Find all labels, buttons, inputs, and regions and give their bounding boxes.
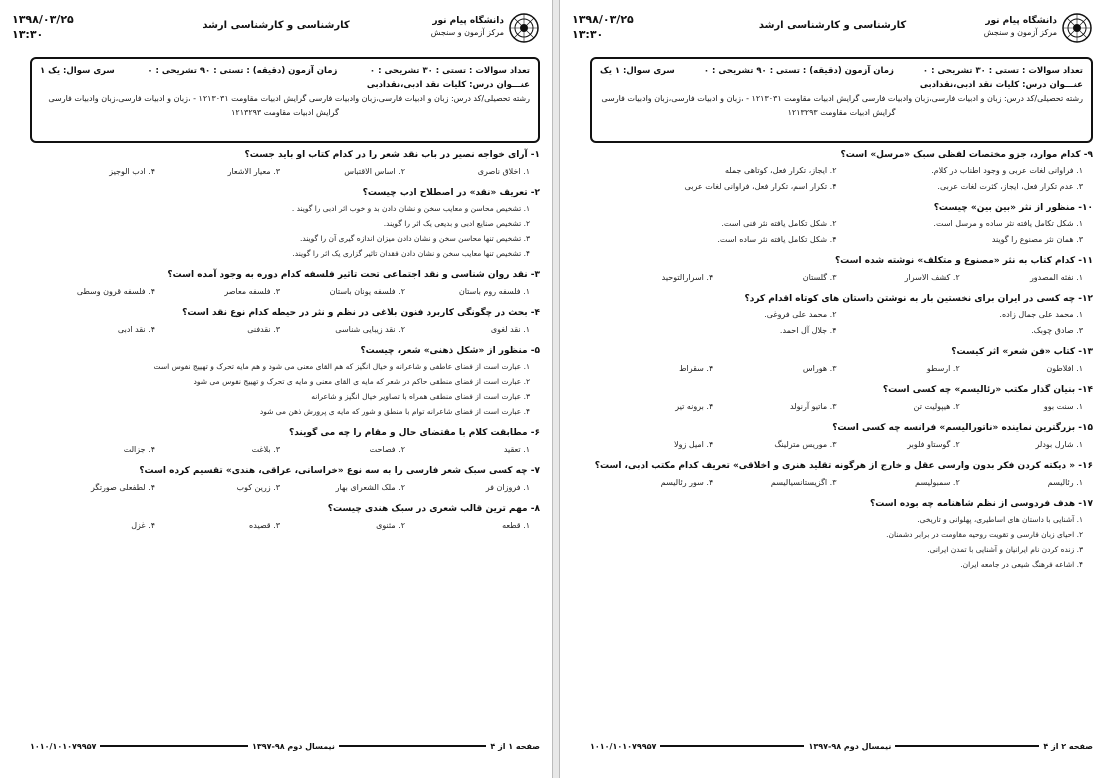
- answer-option: ۴. اشاعه فرهنگ شیعی در جامعه ایران.: [960, 560, 1083, 569]
- answer-option: ۲. فلسفه یونان باستان: [329, 287, 405, 296]
- exam-time: ۱۳:۳۰: [12, 28, 44, 41]
- answer-option: ۱. اخلاق ناصری: [477, 167, 530, 176]
- exam-code: ۱۰۱۰/۱۰۱۰۷۹۹۵۷: [29, 741, 97, 751]
- answer-option: ۳. بلاغت: [251, 445, 280, 454]
- answer-option: ۳. عبارت است از فضای منطقی همراه با تصاویر خیال انگیز و شاعرانه: [311, 392, 530, 401]
- answer-options: [590, 266, 1093, 282]
- answer-option: ۲. ارسطو: [926, 364, 960, 373]
- answer-options: [30, 318, 540, 334]
- answer-option: ۲. مثنوی: [376, 521, 405, 530]
- page-footer: [590, 740, 1093, 752]
- answer-options: [30, 476, 540, 492]
- answer-option: ۳. زرین کوب: [236, 483, 280, 492]
- question-block: [590, 423, 1093, 449]
- question-text: ۵- منظور از «شکل ذهنی» شعر، چیست؟: [360, 346, 540, 356]
- semester-label: نیمسال دوم ۹۸-۱۳۹۷: [808, 741, 892, 751]
- answer-option: ۱. نفثه المصدور: [1029, 273, 1083, 282]
- question-text: ۱۴- بنیان گذار مکتب «رئالیسم» چه کسی است؟: [882, 385, 1093, 395]
- university-label: دانشگاه پیام نور: [432, 16, 504, 26]
- question-block: [30, 504, 540, 530]
- question-block: [30, 150, 540, 176]
- question-text: ۸- مهم ترین قالب شعری در سبک هندی چیست؟: [327, 504, 540, 514]
- answer-option: ۲. هیپولیت تن: [913, 402, 960, 411]
- exam-info-row: [600, 64, 1083, 78]
- question-text: ۱۰- منظور از نثر «بین بین» چیست؟: [933, 203, 1093, 213]
- exam-page-2: [560, 0, 1105, 778]
- answer-option: ۴. فلسفه قرون وسطی: [76, 287, 155, 296]
- page-number: صفحه ۱ از ۴: [490, 741, 540, 751]
- question-block: [590, 385, 1093, 411]
- answer-option: ۳. همان نثر مصنوع را گویند: [991, 235, 1083, 244]
- exam-date: ۱۳۹۸/۰۳/۲۵: [12, 13, 74, 26]
- answer-option: ۱. تشخیص محاسن و معایب سخن و نشان دادن بد و خوب اثر ادبی را گویند .: [291, 204, 530, 213]
- answer-option: ۱. شکل تکامل یافته نثر ساده و مرسل است.: [933, 219, 1083, 228]
- answer-options: [590, 304, 1093, 335]
- exam-code: ۱۰۱۰/۱۰۱۰۷۹۹۵۷: [589, 741, 657, 751]
- field-of-study: رشته تحصیلی/کد درس: زبان و ادبیات فارسی،زبان وادبیات فارسی گرایش ادبیات مقاومت ۱۲۱۳۰۳۱ - ،زبان و ادبیات فارسی،زبان وادبیات فارسی: [48, 94, 530, 103]
- question-text: ۱۷- هدف فردوسی از نظم شاهنامه چه بوده است؟: [870, 499, 1093, 509]
- degree-title: کارشناسی و کارشناسی ارشد: [202, 20, 350, 31]
- answer-option: ۱. قطعه: [502, 521, 530, 530]
- question-text: ۱۳- کتاب «فن شعر» اثر کیست؟: [951, 347, 1093, 357]
- university-name: [984, 16, 1057, 38]
- university-name: [431, 16, 504, 38]
- answer-option: ۴. عبارت است از فضای شاعرانه توام با منطق و شور که مایه ی پرورش ذهن می شود: [259, 407, 530, 416]
- question-text: ۳- نقد روان شناسی و نقد اجتماعی تحت تاثیر فلسفه کدام دوره به وجود آمده است؟: [167, 270, 540, 280]
- answer-option: ۳. موریس مترلینگ: [774, 440, 837, 449]
- answer-option: ۴. سقراط: [679, 364, 714, 373]
- answer-option: ۳. هوراس: [802, 364, 837, 373]
- question-text: ۹- کدام موارد، جزو مختصات لفظی سبک «مرسل» است؟: [840, 150, 1093, 160]
- answer-option: ۱. فراوانی لغات عربی و وجود اطناب در کلام.: [931, 166, 1083, 175]
- answer-options: [590, 213, 1093, 244]
- question-text: ۷- چه کسی سبک شعر فارسی را به سه نوع «خراسانی، عراقی، هندی» تقسیم کرده است؟: [139, 466, 540, 476]
- center-label: مرکز آزمون و سنجش: [430, 28, 504, 37]
- answer-option: ۳. فلسفه معاصر: [224, 287, 280, 296]
- answer-option: ۳. قصیده: [249, 521, 280, 530]
- exam-time: ۱۳:۳۰: [572, 28, 604, 41]
- university-label: دانشگاه پیام نور: [985, 16, 1057, 26]
- degree-title: کارشناسی و کارشناسی ارشد: [758, 20, 907, 31]
- answer-option: ۱. محمد علی جمال زاده.: [999, 310, 1083, 319]
- answer-option: ۲. احیای زبان فارسی و تقویت روحیه مقاومت در برابر دشمنان.: [886, 530, 1083, 539]
- answer-option: ۱. نقد لغوی: [490, 325, 530, 334]
- answer-option: ۲. گوستاو فلوبر: [907, 440, 960, 449]
- answer-option: ۳. اگزیستانسیالیسم: [770, 478, 837, 487]
- answer-option: ۴. جزالت: [123, 445, 155, 454]
- answer-option: ۱. سنت بوو: [1043, 402, 1083, 411]
- answer-option: ۲. نقد زیبایی شناسی: [335, 325, 405, 334]
- answer-option: ۴. لطفعلی صورتگر: [91, 483, 155, 492]
- question-series: سری سوال: یک ۱: [40, 66, 115, 76]
- question-text: ۱- آرای خواجه نصیر در باب نقد شعر را در کدام کتاب او باید جست؟: [244, 150, 540, 160]
- answer-option: ۳. عدم تکرار فعل، ایجاز، کثرت لغات عربی.: [937, 182, 1083, 191]
- answer-option: ۱. تعقید: [503, 445, 530, 454]
- answer-option: ۳. معیار الاشعار: [227, 167, 280, 176]
- answer-options: [590, 357, 1093, 373]
- answer-option: ۴. تشخیص تنها معایب سخن و نشان دادن فقدان تاثیر گزاری یک اثر را گویند.: [292, 249, 530, 258]
- answer-option: ۴. غزل: [131, 521, 155, 530]
- answer-option: ۲. تشخیص صنایع ادبی و بدیعی یک اثر را گویند.: [383, 219, 530, 228]
- exam-info-box: [590, 57, 1093, 143]
- answer-option: ۱. شارل بودلر: [1035, 440, 1083, 449]
- answer-option: ۲. اساس الاقتباس: [344, 167, 405, 176]
- question-count: تعداد سوالات : تستی : ۳۰ تشریحی : ۰: [922, 66, 1083, 76]
- question-block: [30, 308, 540, 334]
- question-block: [590, 461, 1093, 487]
- answer-option: ۳. ماتیو آرنولد: [789, 402, 837, 411]
- question-block: [30, 270, 540, 296]
- answer-option: ۴. جلال آل احمد.: [779, 326, 837, 335]
- question-list: [30, 150, 540, 738]
- footer-rule: [660, 745, 804, 747]
- question-text: ۱۶- « دیکته کردن فکر بدون وارسی عقل و خارج از هرگونه تقلید هنری و اخلاقی» تعریف کدام مکتب ادبی، است؟: [594, 461, 1093, 471]
- question-block: [30, 346, 540, 416]
- answer-option: ۲. کشف الاسرار: [904, 273, 960, 282]
- course-title: عنـــوان درس: کلیات نقد ادبی،نقدادبی: [919, 80, 1083, 90]
- question-block: [30, 428, 540, 454]
- answer-options: [590, 395, 1093, 411]
- exam-date: ۱۳۹۸/۰۳/۲۵: [572, 13, 634, 26]
- exam-duration: زمان آزمون (دقیقه) : تستی : ۹۰ تشریحی : ۰: [147, 66, 338, 76]
- answer-option: ۲. عبارت است از فضای منطقی حاکم در شعر که مایه ی القای معنی و مایه ی تحرک و تهییج نفوس می شود: [193, 377, 530, 386]
- question-block: [590, 150, 1093, 191]
- answer-options: [30, 160, 540, 176]
- answer-option: ۴. سور رئالیسم: [660, 478, 714, 487]
- exam-info-row: [40, 64, 530, 78]
- answer-option: ۴. اسرارالتوحید: [661, 273, 714, 282]
- question-text: ۶- مطابقت کلام با مقتضای حال و مقام را چه می گویند؟: [289, 428, 540, 438]
- exam-info-box: [30, 57, 540, 143]
- question-series: سری سوال: ۱ یک: [600, 66, 675, 76]
- answer-option: ۲. ایجاز، تکرار فعل، کوتاهی جمله: [724, 166, 837, 175]
- footer-rule: [895, 745, 1039, 747]
- answer-options: [30, 280, 540, 296]
- course-title: عنـــوان درس: کلیات نقد ادبی،نقدادبی: [366, 80, 530, 90]
- answer-option: ۲. محمد علی فروغی.: [764, 310, 837, 319]
- answer-option: ۳. صادق چوبک.: [1031, 326, 1083, 335]
- answer-option: ۱. آشنایی با داستان های اساطیری، پهلوانی و تاریخی.: [917, 515, 1083, 524]
- answer-option: ۲. شکل تکامل یافته نثر فنی است.: [721, 219, 837, 228]
- question-text: ۲- تعریف «نقد» در اصطلاح ادب چیست؟: [362, 188, 540, 198]
- answer-option: ۱. فلسفه روم باستان: [458, 287, 530, 296]
- field-of-study-continued: گرایش ادبیات مقاومت ۱۲۱۳۲۹۳: [787, 108, 896, 117]
- page-number: صفحه ۲ از ۴: [1043, 741, 1093, 751]
- question-text: ۱۱- کدام کتاب به نثر «مصنوع و متکلف» نوشته شده است؟: [834, 256, 1093, 266]
- exam-page-1: [0, 0, 552, 778]
- answer-option: ۳. تشخیص تنها محاسن سخن و نشان دادن میزان اندازه گیری آن را گویند.: [299, 234, 530, 243]
- answer-option: ۴. تکرار اسم، تکرار فعل، فراوانی لغات عربی: [684, 182, 837, 191]
- answer-option: ۳. زنده کردن نام ایرانیان و آشنایی با تمدن ایرانی.: [927, 545, 1083, 554]
- question-block: [590, 499, 1093, 569]
- answer-option: ۴. امیل زولا: [674, 440, 714, 449]
- question-count: تعداد سوالات : تستی : ۳۰ تشریحی : ۰: [369, 66, 530, 76]
- question-block: [30, 466, 540, 492]
- answer-option: ۳. نقدفنی: [247, 325, 280, 334]
- question-block: [590, 256, 1093, 282]
- exam-duration: زمان آزمون (دقیقه) : تستی : ۹۰ تشریحی : ۰: [703, 66, 894, 76]
- answer-option: ۴. شکل تکامل یافته نثر ساده است.: [717, 235, 837, 244]
- answer-option: ۲. فصاحت: [369, 445, 405, 454]
- field-of-study-continued: گرایش ادبیات مقاومت ۱۲۱۳۲۹۳: [231, 108, 339, 117]
- answer-option: ۱. عبارت است از فضای عاطفی و شاعرانه و خیال انگیز که هم القای معنی می شود و هم مایه تحرک و تهییج نفوس است: [153, 362, 530, 371]
- answer-option: ۱. رئالیسم: [1047, 478, 1083, 487]
- footer-rule: [339, 745, 487, 747]
- question-block: [590, 294, 1093, 335]
- page-header: [560, 10, 1105, 48]
- answer-option: ۴. برونه تیر: [675, 402, 714, 411]
- question-block: [590, 347, 1093, 373]
- question-text: ۱۵- بزرگترین نماینده «ناتورالیسم» فرانسه چه کسی است؟: [832, 423, 1093, 433]
- answer-option: ۱. افلاطون: [1046, 364, 1083, 373]
- field-of-study: رشته تحصیلی/کد درس: زبان و ادبیات فارسی،زبان وادبیات فارسی گرایش ادبیات مقاومت ۱۲۱۳۰۳۱ - ،زبان و ادبیات فارسی،زبان وادبیات فارسی: [601, 94, 1083, 103]
- answer-option: ۴. نقد ادبی: [117, 325, 155, 334]
- answer-options: [590, 433, 1093, 449]
- university-logo-icon: [1061, 12, 1093, 44]
- question-text: ۱۲- چه کسی در ایران برای نخستین بار به نوشتن داستان های کوتاه اقدام کرد؟: [744, 294, 1093, 304]
- question-block: [30, 188, 540, 258]
- page-footer: [30, 740, 540, 752]
- page-divider: [552, 0, 560, 778]
- question-block: [590, 203, 1093, 244]
- question-list: [590, 150, 1093, 738]
- answer-options: [590, 471, 1093, 487]
- answer-option: ۲. ملک الشعرای بهار: [335, 483, 405, 492]
- semester-label: نیمسال دوم ۹۸-۱۳۹۷: [251, 741, 335, 751]
- answer-options: [30, 514, 540, 530]
- answer-option: ۲. سمبولیسم: [915, 478, 960, 487]
- answer-option: ۴. ادب الوجیز: [109, 167, 155, 176]
- answer-options: [590, 160, 1093, 191]
- page-header: [0, 10, 552, 48]
- answer-options: [30, 438, 540, 454]
- answer-option: ۳. گلستان: [802, 273, 837, 282]
- question-text: ۴- بحث در چگونگی کاربرد فنون بلاغی در نظم و نثر در حیطه کدام نوع نقد است؟: [182, 308, 540, 318]
- footer-rule: [100, 745, 248, 747]
- university-logo-icon: [508, 12, 540, 44]
- answer-option: ۱. فروزان فر: [485, 483, 530, 492]
- center-label: مرکز آزمون و سنجش: [983, 28, 1057, 37]
